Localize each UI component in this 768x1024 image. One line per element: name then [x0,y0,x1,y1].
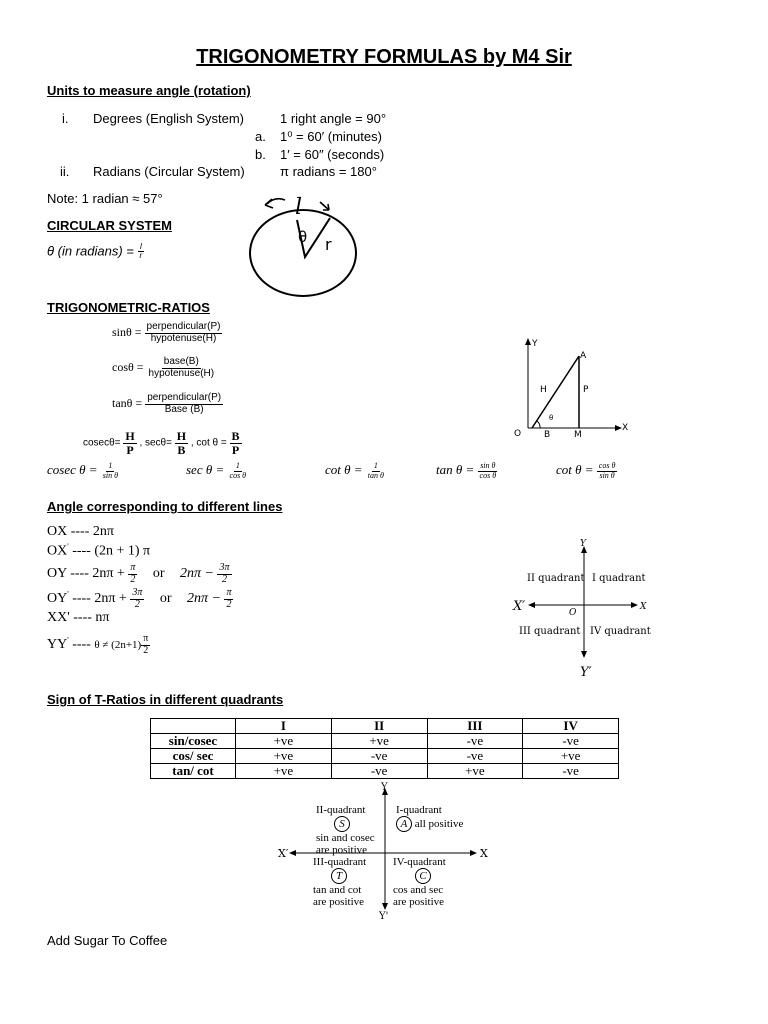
sign-table-header: IV [523,719,619,734]
line-oy-num1: π [130,562,136,573]
line-oyp-frac1 [130,588,144,610]
fig-p-label: P [583,385,589,395]
table-row [151,749,619,764]
circle-sector-sketch [245,190,370,300]
line-oxp [47,542,150,560]
q-iii-label: III quadrant [519,626,581,637]
tan-num: perpendicular(P) [147,392,222,403]
astc-ii-line2: are positive [316,844,368,856]
units-b-num: b. [255,147,266,162]
line-yy-num: π [143,633,149,644]
line-oxp-b: ---- (2n + 1) π [68,543,151,559]
units-heading: Units to measure angle (rotation) [47,83,251,98]
q-iv-label: IV quadrant [590,626,651,637]
sec-den: B [177,442,186,457]
astc-iii-line1: tan and cot [313,884,362,896]
table-cell: -ve [427,734,523,749]
cos-num: base(B) [163,356,199,367]
units-i-num: i. [62,111,69,126]
ratios-heading: TRIGONOMETRIC-RATIOS [47,300,210,315]
units-b-text: 1′ = 60″ (seconds) [280,147,385,162]
page-title: TRIGONOMETRY FORMULAS by M4 Sir [196,46,572,68]
fig-o-label: O [514,429,522,439]
sign-table-header: I [236,719,332,734]
identity-sec-den: cos θ [229,470,247,480]
line-oy-b: 2nπ − [180,566,218,582]
cosec-num: H [125,429,135,443]
line-oyp-c: 2nπ − [187,591,225,607]
q-yp-label: Y′ [580,665,592,680]
identity-tan-num: sin θ [480,461,496,471]
fig-b-label: B [544,430,551,440]
table-cell: +ve [331,734,427,749]
identity-cot [325,462,386,480]
table-row [151,734,619,749]
astc-t-badge: T [331,868,347,884]
fig-x-label: X [622,423,629,433]
sec-num: H [176,429,187,443]
cosec-den: P [126,442,134,457]
line-oy-a: OY ---- 2nπ + [47,566,129,582]
identity-cosec-fraction [101,462,120,480]
radian-note: Note: 1 radian ≈ 57° [47,191,163,206]
identity-cot-num: 1 [373,461,378,471]
sin-fraction [145,322,223,344]
astc-a-badge: A [396,816,412,832]
circular-formula-lhs: θ (in radians) = [47,243,138,259]
table-cell: +ve [236,749,332,764]
line-oyp-b: ---- 2nπ + [68,591,131,607]
table-cell: +ve [236,734,332,749]
astc-iii-title: III-quadrant [313,856,367,868]
sign-table-header-row [151,719,619,734]
line-oyp-or: or [159,591,172,607]
table-cell: +ve [427,764,523,779]
astc-i-line1: all positive [414,818,464,830]
table-cell: -ve [331,764,427,779]
astc-quadrant-iv [393,856,446,908]
identity-cot2-num: cos θ [598,461,616,471]
identity-cot-quotient [556,462,617,480]
q-y-label: Y [580,539,586,549]
line-oyp [47,588,233,610]
tan-den: Base (B) [164,403,204,415]
sin-num: perpendicular(P) [146,321,221,332]
circular-formula [47,243,144,261]
line-oy-den1: 2 [130,573,136,585]
tan-formula [112,393,223,415]
astc-xp-label: X′ [278,847,289,860]
table-cell: +ve [236,764,332,779]
row-label: sin/cosec [151,734,236,749]
identity-cosec-lhs: cosec θ = [47,462,101,477]
identity-sec-fraction [228,462,249,480]
table-cell: +ve [523,749,619,764]
units-i-text: Degrees (English System) [93,111,244,126]
cot-den: P [231,442,240,457]
cos-fraction [147,357,217,379]
identity-tan-quotient [436,462,498,480]
q-x-label: X [640,602,647,612]
line-yy-c: θ ≠ (2n+1) [94,639,142,652]
sin-den: hypotenuse(H) [150,332,217,344]
identity-cosec-num: 1 [108,461,113,471]
sign-table-header: III [427,719,523,734]
sin-lhs: sinθ = [112,324,142,339]
line-oyp-frac2 [224,588,233,610]
sec-lhs: , secθ= [139,437,172,449]
astc-iv-line1: cos and sec [393,884,444,896]
line-yy-den: 2 [143,644,149,656]
cosec-lhs: cosecθ= [83,437,121,449]
identity-cot2-lhs: cot θ = [556,462,597,477]
fig-y-label: Y [532,339,538,349]
line-oy-or: or [152,566,165,582]
identity-sec-lhs: sec θ = [186,462,228,477]
astc-iii-line2: are positive [313,896,365,908]
astc-i-title: I-quadrant [396,804,442,816]
identity-cot2-den: sin θ [599,470,615,480]
identity-tan-lhs: tan θ = [436,462,478,477]
line-ox: OX ---- 2nπ [47,524,114,539]
line-yy-frac [141,634,150,656]
fig-theta-label: θ [549,414,554,422]
astc-s-badge: S [334,816,350,832]
identity-cot-fraction [366,462,386,480]
line-oyp-a: OY [47,591,68,607]
line-yy-b: ---- [68,637,95,653]
astc-x-label: X [480,847,488,860]
line-oxp-sup: ' [67,542,69,551]
sign-table-header: II [331,719,427,734]
circular-heading: CIRCULAR SYSTEM [47,218,172,233]
fig-m-label: M [574,430,582,440]
sketch-label-r: r [325,235,332,254]
q-o-label: O [569,608,577,618]
identity-cot2-fraction [597,462,618,480]
identity-cosec-den: sin θ [102,470,119,480]
sign-table [150,718,619,779]
line-oy-den2: 2 [221,573,227,585]
line-oyp-num2: π [226,587,232,598]
line-yy-sup: ' [67,635,69,645]
circular-formula-num: l [139,242,142,251]
identity-tan-fraction [478,462,499,480]
astc-iv-title: IV-quadrant [393,856,446,868]
tan-lhs: tanθ = [112,395,143,410]
sec-fraction [175,430,188,456]
right-triangle-figure [510,336,640,440]
quadrant-axes-figure [508,536,668,684]
cos-den: hypotenuse(H) [148,367,215,379]
table-row [151,764,619,779]
units-right-angle: 1 right angle = 90° [280,111,387,126]
sin-formula [112,322,222,344]
cot-fraction [230,430,242,456]
cot-lhs: , cot θ = [190,437,227,449]
table-cell: -ve [523,764,619,779]
astc-iv-line2: are positive [393,896,445,908]
q-i-label: I quadrant [592,573,646,584]
units-a-text: 1⁰ = 60′ (minutes) [280,129,382,144]
sketch-label-l: l [295,195,303,220]
astc-ii-line1: sin and cosec [316,832,375,844]
fig-h-label: H [540,385,547,395]
identity-sec-num: 1 [235,461,240,471]
identity-cot-den: tan θ [367,470,384,480]
identity-sec [186,462,248,480]
line-yy-a: YY [47,637,68,653]
cos-formula [112,357,216,379]
astc-ii-title: II-quadrant [316,804,366,816]
table-cell: -ve [523,734,619,749]
astc-quadrant-iii [313,856,366,908]
astc-c-badge: C [415,868,431,884]
identity-cosec [47,462,120,480]
tan-fraction [145,393,223,415]
reciprocal-row [83,430,242,456]
cot-num: B [231,429,240,443]
line-oyp-num1: 3π [132,587,143,598]
units-ii-num: ii. [60,164,70,179]
line-oy-num2: 3π [219,562,230,573]
units-radians: π radians = 180° [280,164,377,179]
line-yy [47,634,150,656]
row-label: cos/ sec [151,749,236,764]
line-oyp-den2: 2 [226,598,232,610]
row-label: tan/ cot [151,764,236,779]
circular-formula-fraction [138,243,145,261]
identity-tan-den: cos θ [479,470,497,480]
cosec-fraction [123,430,136,456]
fig-a-label: A [580,351,587,361]
line-oyp-sup: ' [67,589,69,599]
q-xp-label: X′ [513,599,526,614]
sketch-label-theta: θ [298,228,308,246]
q-ii-label: II quadrant [527,573,585,584]
signs-heading: Sign of T-Ratios in different quadrants [47,692,284,707]
astc-quadrant-ii [316,804,375,856]
line-oy-frac1 [128,563,137,585]
line-oxp-a: OX [47,543,68,559]
line-oy [47,563,232,585]
astc-quadrant-i [396,804,463,832]
units-ii-text: Radians (Circular System) [93,164,245,179]
table-cell: -ve [331,749,427,764]
mnemonic-text: Add Sugar To Coffee [47,933,168,948]
sign-table-header [151,719,236,734]
units-a-num: a. [255,129,266,144]
identity-cot-lhs: cot θ = [325,462,366,477]
line-oyp-den1: 2 [134,598,140,610]
cos-lhs: cosθ = [112,359,144,374]
line-xx: XX' ---- nπ [47,610,110,625]
line-oy-frac2 [217,563,231,585]
astc-yp-label: Y' [379,911,389,920]
astc-quadrant-diagram [275,780,505,920]
circular-formula-den: r [139,251,143,261]
table-cell: -ve [427,749,523,764]
lines-heading: Angle corresponding to different lines [47,499,283,514]
astc-y-label: Y [381,782,388,793]
